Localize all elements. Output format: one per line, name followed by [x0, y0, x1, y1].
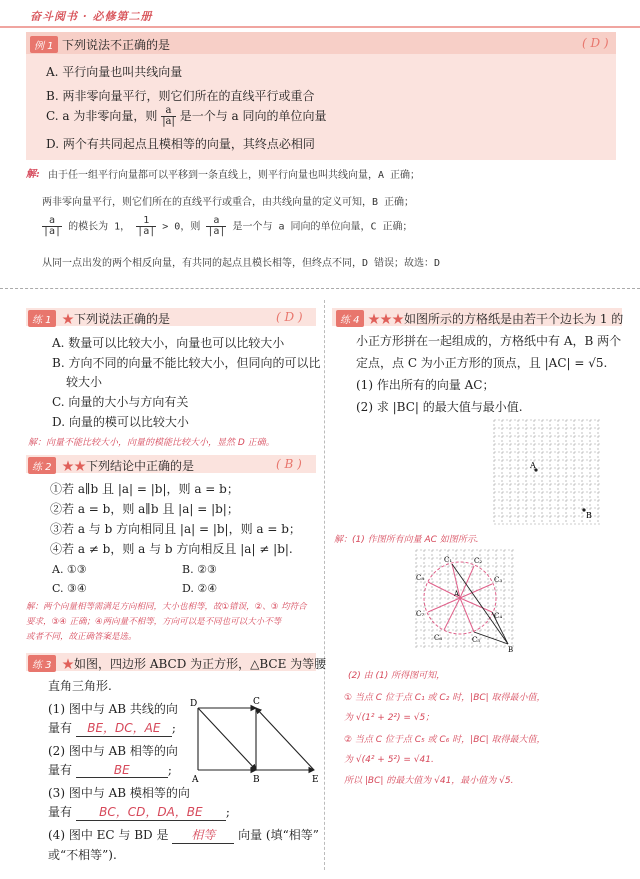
practice-1-option-c: C. 向量的大小与方向有关	[52, 395, 189, 409]
fig-label-b: B	[253, 775, 260, 784]
practice-4-sol2-line-2: ① 当点 C 位于点 C₁ 或 C₂ 时，|BC| 取得最小值，	[344, 693, 546, 703]
circle-label-c2: C₂	[474, 557, 483, 565]
practice-2-item-2: ②若 a = b，则 a∥b 且 |a| = |b|；	[50, 502, 239, 516]
solution-line-3	[42, 216, 413, 237]
practice-2-stars: ★★	[62, 459, 87, 473]
practice-3-q3-answer: BC，CD，DA，BE	[76, 803, 226, 821]
practice-4-solution-note: 解：(1) 作图所有向量 AC 如图所示.	[334, 535, 479, 545]
practice-3-q2a: (2) 图中与 AB 相等的向	[48, 744, 178, 758]
practice-3-q2-answer: BE	[76, 763, 168, 778]
practice-2-choice-b: B. ②③	[182, 563, 217, 576]
example-option-c	[46, 106, 327, 127]
practice-4-stars: ★★★	[368, 312, 405, 326]
square-triangle-figure	[186, 694, 322, 784]
practice-4-sol2-line-5: 为 √(4² + 5²) = √41.	[344, 755, 434, 765]
circle-label-c8: C₈	[416, 574, 425, 582]
circle-label-c1: C₁	[444, 556, 453, 564]
solution-line-3-a: 的模长为 1，	[68, 221, 131, 233]
practice-2-note-3: 或者不同，故正确答案是选。	[26, 632, 137, 642]
fig-label-c: C	[253, 697, 260, 707]
practice-2-choice-d: D. ②④	[182, 582, 218, 595]
circle-label-a: A	[454, 590, 460, 598]
practice-3-q4-answer: 相等	[172, 826, 234, 844]
practice-1-option-b-cont: 较大小	[66, 375, 103, 389]
practice-2-item-3: ③若 a 与 b 方向相同且 |a| = |b|，则 a = b；	[50, 522, 301, 536]
practice-1-answer: ( D )	[276, 310, 303, 324]
practice-4-sol2-line-4: ② 当点 C 位于点 C₅ 或 C₆ 时，|BC| 取得最大值，	[344, 735, 546, 745]
circle-label-c7: C₇	[416, 610, 425, 618]
practice-2-answer: ( B )	[276, 457, 302, 471]
practice-3-q3a: (3) 图中与 AB 模相等的向	[48, 786, 190, 800]
practice-3-q4: (4) 图中 EC 与 BD 是 相等 向量 (填“相等”	[48, 828, 319, 842]
header-rule	[0, 26, 640, 28]
practice-3-q2b: 量有 BE ;	[48, 763, 172, 777]
option-c-fraction: $\frac{a}{|a|}$	[162, 105, 175, 127]
practice-4-badge: 练 4	[336, 310, 364, 327]
practice-2-note-1: 解：两个向量相等需满足方向相同，大小也相等，故①错误，②、③ 均符合	[26, 602, 307, 612]
practice-4-intro-3: 定点，点 C 为小正方形的顶点，且 |AC| = √5.	[356, 356, 608, 370]
solution-line-3-c: 是一个与 a 同向的单位向量，C 正确；	[232, 221, 413, 233]
running-header: 奋斗阅书 · 必修第二册	[30, 10, 153, 23]
practice-1-question: ★下列说法正确的是	[62, 312, 171, 326]
solution-line-3-b: > 0，则	[162, 221, 201, 233]
grid-label-a: A	[530, 461, 536, 470]
example-option-b: B. 两非零向量平行，则它们所在的直线平行或重合	[46, 89, 315, 103]
practice-3-stars: ★	[62, 657, 75, 671]
circle-label-c3: C₃	[494, 576, 503, 584]
practice-1-option-b: B. 方向不同的向量不能比较大小，但同向的可以比	[52, 356, 321, 370]
practice-3-q4-cont: 或“不相等”).	[48, 848, 117, 862]
practice-2-choice-a: A. ①③	[52, 563, 87, 576]
fig-label-a: A	[192, 775, 199, 784]
solution-line-1: 由于任一组平行向量都可以平移到一条直线上，则平行向量也叫共线向量，A 正确；	[48, 170, 421, 181]
circle-label-c6: C₆	[434, 634, 443, 642]
example-option-d: D. 两个有共同起点且模相等的向量，其终点必相同	[46, 137, 315, 151]
example-option-a: A. 平行向量也叫共线向量	[46, 65, 183, 79]
fig-label-d: D	[190, 699, 198, 709]
grid-figure	[492, 418, 612, 528]
solution-line-4: 从同一点出发的两个相反向量，有共同的起点且模长相等，但终点不同，D 错误；故选：D	[42, 258, 441, 269]
option-c-prefix: C. a 为非零向量，则	[46, 109, 158, 123]
fig-label-e: E	[312, 775, 319, 784]
practice-4-intro-1: ★★★如图所示的方格纸是由若干个边长为 1 的	[368, 312, 624, 326]
practice-3-q1b: 量有 BE，DC，AE ;	[48, 721, 176, 735]
column-divider	[324, 300, 325, 870]
solution-frac-2: $\frac{1}{|a|}$	[137, 215, 156, 237]
solution-label: 解:	[26, 169, 40, 180]
practice-2-question: ★★下列结论中正确的是	[62, 459, 195, 473]
practice-4-sol2-line-6: 所以 |BC| 的最大值为 √41，最小值为 √5.	[344, 776, 514, 786]
practice-1-note: 解：向量不能比较大小，向量的模能比较大小，显然 D 正确。	[28, 438, 275, 448]
example-question: 下列说法不正确的是	[62, 38, 171, 52]
practice-3-badge: 练 3	[28, 655, 56, 672]
option-c-suffix: 是一个与 a 同向的单位向量	[179, 109, 327, 123]
practice-3-q3b: 量有 BC，CD，DA，BE ;	[48, 805, 230, 819]
practice-3-intro-1: ★如图，四边形 ABCD 为正方形，△BCE 为等腰	[62, 657, 327, 671]
practice-3-intro-2: 直角三角形.	[48, 679, 112, 693]
practice-2-badge: 练 2	[28, 457, 56, 474]
practice-4-q2: (2) 求 |BC| 的最大值与最小值.	[356, 400, 523, 414]
section-divider	[0, 288, 640, 289]
solution-frac-3: $\frac{a}{|a|}$	[207, 215, 226, 237]
practice-1-stars: ★	[62, 312, 75, 326]
circle-label-c5: C₅	[472, 636, 481, 644]
solution-line-2: 两非零向量平行，则它们所在的直线平行或重合，由共线向量的定义可知，B 正确；	[42, 197, 415, 208]
circle-label-b: B	[508, 646, 514, 654]
solution-frac-1: $\frac{a}{|a|}$	[43, 215, 62, 237]
practice-2-note-2: 要求，③④ 正确；④两向量不相等，方向可以是不同也可以大小不等	[26, 617, 282, 627]
practice-2-choice-c: C. ③④	[52, 582, 87, 595]
practice-4-intro-2: 小正方形拼在一起组成的，方格纸中有 A，B 两个	[356, 334, 622, 348]
example-answer: ( D )	[582, 36, 609, 50]
practice-2-item-4: ④若 a ≠ b，则 a 与 b 方向相反且 |a| ≠ |b|.	[50, 542, 293, 556]
practice-1-option-d: D. 向量的模可以比较大小	[52, 415, 189, 429]
circle-figure	[414, 548, 524, 658]
practice-2-item-1: ①若 a∥b 且 |a| = |b|，则 a = b；	[50, 482, 239, 496]
practice-4-sol2-line-1: (2) 由 (1) 所得图可知，	[348, 671, 446, 681]
example-badge: 例 1	[30, 36, 58, 53]
practice-4-sol2-line-3: 为 √(1² + 2²) = √5；	[344, 713, 435, 723]
grid-label-b: B	[586, 511, 592, 520]
practice-1-option-a: A. 数量可以比较大小，向量也可以比较大小	[52, 336, 285, 350]
practice-4-q1: (1) 作出所有的向量 AC；	[356, 378, 495, 392]
circle-label-c4: C₄	[494, 612, 503, 620]
practice-3-q1-answer: BE，DC，AE	[76, 719, 172, 737]
practice-1-badge: 练 1	[28, 310, 56, 327]
practice-3-q1a: (1) 图中与 AB 共线的向	[48, 702, 178, 716]
